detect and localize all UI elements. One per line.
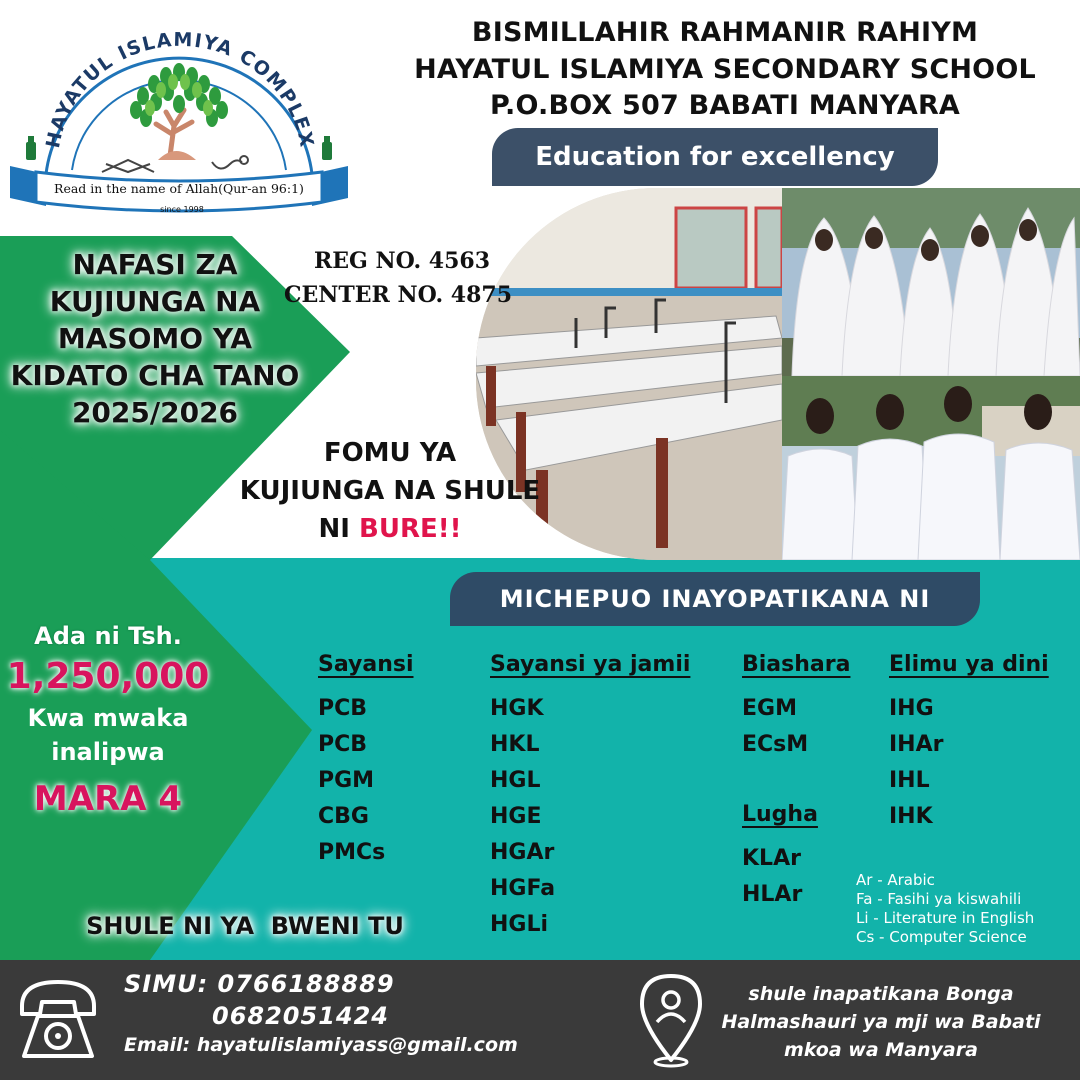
- combination-item: HGE: [490, 804, 542, 829]
- fee-label: Ada ni Tsh.: [34, 622, 182, 650]
- admission-year: 2025/2026: [71, 396, 239, 429]
- logo-since-text: since 1998: [160, 205, 204, 214]
- combination-item: HKL: [490, 732, 540, 757]
- fee-times: MARA 4: [33, 779, 183, 819]
- combination-item: IHAr: [889, 732, 944, 757]
- column-elimu-ya-dini: [889, 652, 1049, 835]
- form-free-highlight: BURE!!: [359, 514, 462, 544]
- form-line: [220, 510, 560, 548]
- fee-amount: 1,250,000: [6, 656, 210, 697]
- column-heading: Biashara: [742, 652, 851, 677]
- column-heading: Elimu ya dini: [889, 652, 1049, 677]
- phone-number-primary[interactable]: SIMU: 0766188889: [124, 970, 395, 998]
- combination-item: PGM: [318, 768, 375, 793]
- column-sayansi-ya-jamii: [490, 652, 690, 943]
- combination-item: HGL: [490, 768, 541, 793]
- column-heading: Sayansi ya jamii: [490, 652, 691, 677]
- abbreviation-legend: [856, 871, 1034, 947]
- combination-item: HGAr: [490, 840, 555, 865]
- combination-item: KLAr: [742, 846, 801, 871]
- location-pin-icon: [638, 972, 704, 1068]
- school-logo: [6, 14, 352, 214]
- combination-item: HGLi: [490, 912, 549, 937]
- fee-per: [0, 701, 216, 769]
- combination-item: HLAr: [742, 882, 803, 907]
- male-students-photo: [782, 376, 1080, 560]
- registration-info: [284, 244, 520, 312]
- admission-line: NAFASI ZA: [72, 248, 238, 281]
- column-sayansi: [318, 652, 414, 871]
- free-form-notice: [220, 434, 560, 548]
- boarding-notice: SHULE NI YA BWENI TU: [86, 912, 404, 940]
- center-number: CENTER NO. 4875: [284, 282, 513, 308]
- logo-ribbon-text: Read in the name of Allah(Qur-an 96:1): [54, 181, 304, 196]
- reg-number: REG NO. 4563: [314, 248, 491, 274]
- combination-item: HGK: [490, 696, 544, 721]
- telephone-icon: [16, 976, 100, 1062]
- address-line: mkoa wa Manyara: [784, 1039, 978, 1061]
- combination-item: CBG: [318, 804, 369, 829]
- column-heading: Sayansi: [318, 652, 414, 677]
- contact-info: [124, 970, 518, 1056]
- column-heading: Lugha: [742, 802, 818, 827]
- phone-number-secondary[interactable]: 0682051424: [212, 1002, 389, 1030]
- column-lugha: [742, 802, 818, 913]
- location-address: [716, 980, 1046, 1064]
- combination-item: IHK: [889, 804, 933, 829]
- form-line: FOMU YA: [323, 438, 457, 468]
- email-address[interactable]: Email: hayatulislamiyass@gmail.com: [124, 1034, 518, 1056]
- combinations-title: MICHEPUO INAYOPATIKANA NI: [450, 572, 980, 626]
- fee-per-year: Kwa mwaka: [27, 704, 189, 732]
- column-biashara: [742, 652, 850, 763]
- combination-item: EGM: [742, 696, 797, 721]
- combination-item: PMCs: [318, 840, 386, 865]
- admission-line: KIDATO CHA TANO: [10, 359, 300, 392]
- abbreviation-item: Ar - Arabic: [856, 871, 935, 889]
- combination-item: ECsM: [742, 732, 809, 757]
- header-bismillah: BISMILLAHIR RAHMANIR RAHIYM: [471, 17, 979, 48]
- admission-announcement: [0, 246, 310, 431]
- address-line: Halmashauri ya mji wa Babati: [721, 1011, 1041, 1033]
- abbreviation-item: Fa - Fasihi ya kiswahili: [856, 890, 1022, 908]
- combination-item: HGFa: [490, 876, 556, 901]
- header-school-name: HAYATUL ISLAMIYA SECONDARY SCHOOL: [414, 54, 1036, 85]
- header-address: P.O.BOX 507 BABATI MANYARA: [489, 90, 961, 121]
- abbreviation-item: Li - Literature in English: [856, 909, 1035, 927]
- admission-line: MASOMO YA: [57, 322, 253, 355]
- fee-paid: inalipwa: [51, 738, 165, 766]
- combination-item: IHG: [889, 696, 934, 721]
- form-line: KUJIUNGA NA SHULE: [239, 476, 541, 506]
- abbreviation-item: Cs - Computer Science: [856, 928, 1027, 946]
- combination-item: IHL: [889, 768, 930, 793]
- logo-arc-text: HAYATUL ISLAMIYA COMPLEX: [42, 28, 318, 150]
- combination-item: PCB: [318, 696, 368, 721]
- motto-banner: Education for excellency: [492, 128, 938, 186]
- combination-item: PCB: [318, 732, 368, 757]
- female-students-photo: [782, 188, 1080, 376]
- admission-line: KUJIUNGA NA: [49, 285, 261, 318]
- address-line: shule inapatikana Bonga: [748, 983, 1014, 1005]
- fee-block: [0, 622, 216, 819]
- form-prefix: NI: [318, 514, 360, 544]
